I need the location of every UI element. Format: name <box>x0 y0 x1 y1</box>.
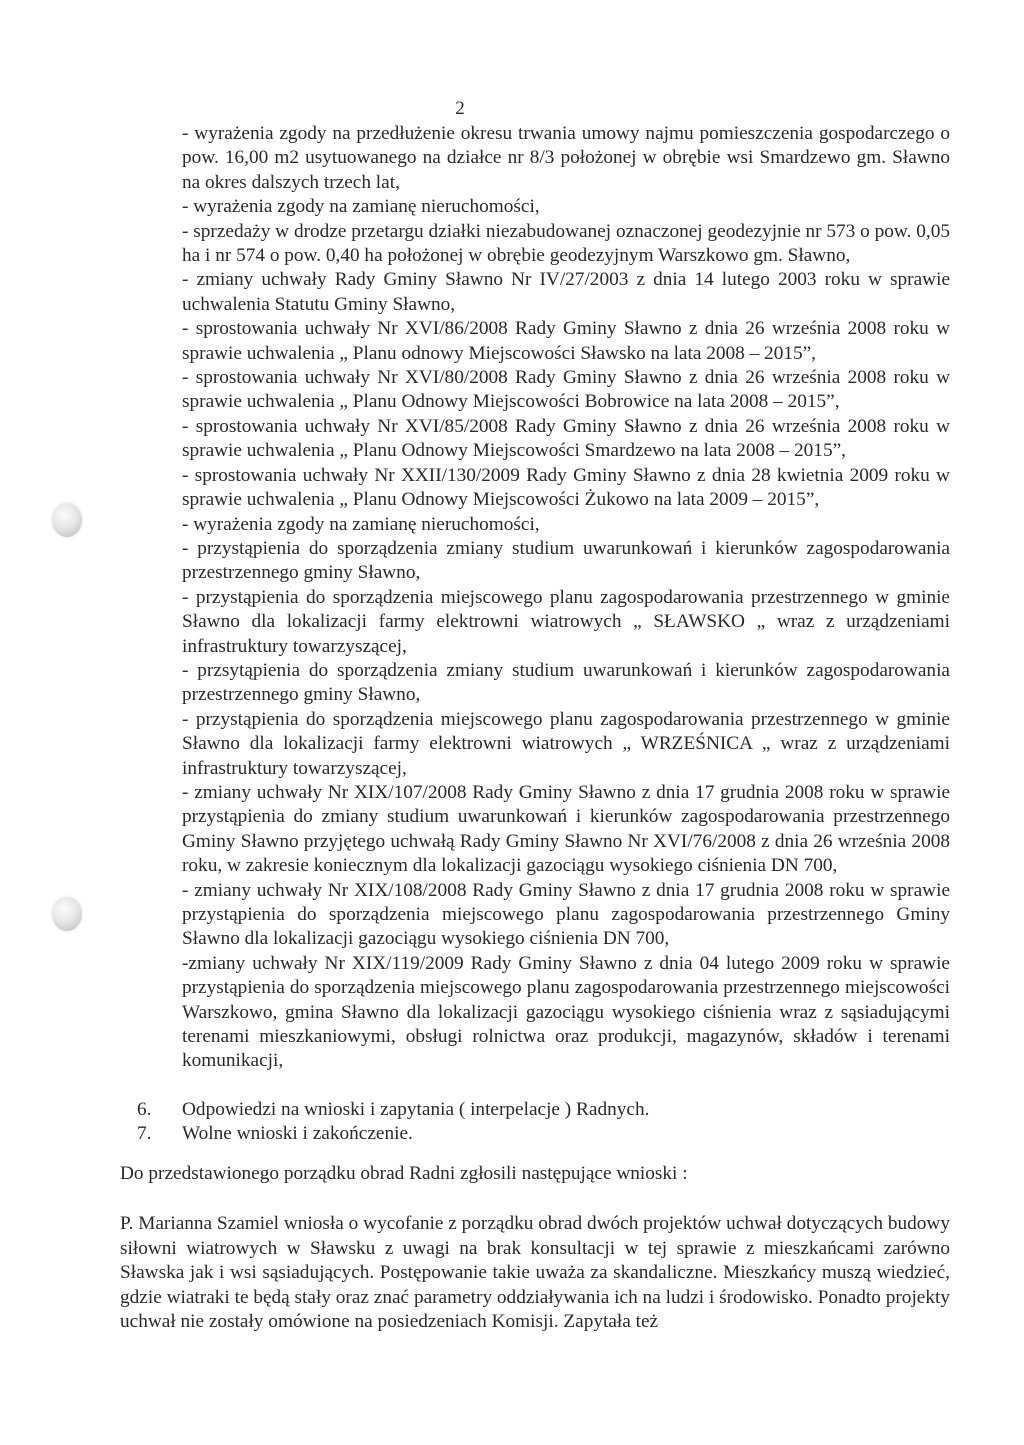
agenda-subitem: - przsytąpienia do sporządzenia zmiany studium uwarunkowań i kierunków zagospodarowania przestrzennego gminy Sławno, <box>182 659 950 706</box>
agenda-subitem: - sprzedaży w drodze przetargu działki niezabudowanej oznaczonej geodezyjnie nr 573 o pow. 0,05 ha i nr 574 o pow. 0,40 ha położonej w obrębie geodezyjnym Warszkowo gm. Sławno, <box>182 220 950 267</box>
agenda-subitem: - przystąpienia do sporządzenia zmiany studium uwarunkowań i kierunków zagospodarowania przestrzennego gminy Sławno, <box>182 537 950 584</box>
agenda-subitem: - przystąpienia do sporządzenia miejscowego planu zagospodarowania przestrzennego w gminie Sławno dla lokalizacji farmy elektrowni wiatrowych „ WRZEŚNICA „ wraz z urządzeniami infrastruktury towarzyszącej, <box>182 708 950 779</box>
agenda-subitem: - zmiany uchwały Nr XIX/108/2008 Rady Gminy Sławno z dnia 17 grudnia 2008 roku w sprawie przystąpienia do sporządzenia miejscowego planu zagospodarowania przestrzennego Gminy Sławno dla lokalizacji gazociągu wysokiego ciśnienia DN 700, <box>182 879 950 950</box>
agenda-subitem: - sprostowania uchwały Nr XVI/86/2008 Rady Gminy Sławno z dnia 26 września 2008 roku w sprawie uchwalenia „ Planu odnowy Miejscowości Sławsko na lata 2008 – 2015”, <box>182 318 950 364</box>
statement-paragraph <box>120 1212 950 1335</box>
numbered-item-7 <box>137 1122 950 1146</box>
item-number: 7. <box>137 1123 152 1144</box>
agenda-subitems <box>182 122 950 1074</box>
intro-line: Do przedstawionego porządku obrad Radni zgłosili następujące wnioski : <box>120 1163 688 1184</box>
agenda-subitem: - wyrażenia zgody na zamianę nieruchomości, <box>182 513 540 535</box>
agenda-subitem: - sprostowania uchwały Nr XVI/85/2008 Rady Gminy Sławno z dnia 26 września 2008 roku w sprawie uchwalenia „ Planu Odnowy Miejscowości Smardzewo na lata 2008 – 2015”, <box>182 415 950 462</box>
item-number: 6. <box>137 1099 152 1120</box>
punch-hole <box>52 897 82 931</box>
page-number: 2 <box>455 98 465 119</box>
agenda-subitem: -zmiany uchwały Nr XIX/119/2009 Rady Gminy Sławno z dnia 04 lutego 2009 roku w sprawie przystąpienia do sporządzenia miejscowego planu zagospodarowania przestrzennego miejscowości Warszkowo, gmina Sławno dla lokalizacji gazociągu wysokiego ciśnienia wraz z sąsiadującymi terenami mieszkaniowymi, obsługi rolnictwa oraz produkcji, magazynów, składów i terenami komunikacji, <box>182 952 950 1072</box>
punch-hole <box>52 503 82 537</box>
item-text: Odpowiedzi na wnioski i zapytania ( interpelacje ) Radnych. <box>182 1099 650 1120</box>
numbered-item-6 <box>137 1098 950 1122</box>
agenda-subitem: - przystąpienia do sporządzenia miejscowego planu zagospodarowania przestrzennego w gminie Sławno dla lokalizacji farmy elektrowni wiatrowych „ SŁAWSKO „ wraz z urządzeniami infrastruktury towarzyszącej, <box>182 586 950 657</box>
agenda-subitem: - zmiany uchwały Rady Gminy Sławno Nr IV/27/2003 z dnia 14 lutego 2003 roku w sprawie uchwalenia Statutu Gminy Sławno, <box>182 269 950 315</box>
item-text: Wolne wnioski i zakończenie. <box>182 1123 413 1144</box>
agenda-subitem: - wyrażenia zgody na przedłużenie okresu trwania umowy najmu pomieszczenia gospodarczego o pow. 16,00 m2 usytuowanego na działce nr 8/3 położonej w obrębie wsi Smardzewo gm. Sławno na okres dalszych trzech lat, <box>182 123 950 193</box>
agenda-subitem: - zmiany uchwały Nr XIX/107/2008 Rady Gminy Sławno z dnia 17 grudnia 2008 roku w sprawie przystąpienia do zmiany studium uwarunkowań i kierunków zagospodarowania przestrzennego Gminy Sławno przyjętego uchwałą Rady Gminy Sławno Nr XVI/76/2008 z dnia 26 września 2008 roku, w zakresie koniecznym dla lokalizacji gazociągu wysokiego ciśnienia DN 700, <box>182 781 950 877</box>
agenda-subitem: - wyrażenia zgody na zamianę nieruchomości, <box>182 196 540 218</box>
agenda-subitem: - sprostowania uchwały Nr XXII/130/2009 Rady Gminy Sławno z dnia 28 kwietnia 2009 roku w sprawie uchwalenia „ Planu Odnowy Miejscowości Żukowo na lata 2009 – 2015”, <box>182 464 950 511</box>
statement-text: P. Marianna Szamiel wniosła o wycofanie z porządku obrad dwóch projektów uchwał dotyczących budowy siłowni wiatrowych w Sławsku z uwagi na brak konsultacji w tej sprawie z mieszkańcami zarówno Sławska jak i wsi sąsiadujących. Postępowanie takie uważa za skandaliczne. Mieszkańcy muszą wiedzieć, gdzie wiatraki te będą stały oraz znać parametry oddziaływania ich na ludzi i środowisko. Ponadto projekty uchwał nie zostały omówione na posiedzeniach Komisji. Zapytała też <box>120 1213 950 1333</box>
agenda-subitem: - sprostowania uchwały Nr XVI/80/2008 Rady Gminy Sławno z dnia 26 września 2008 roku w sprawie uchwalenia „ Planu Odnowy Miejscowości Bobrowice na lata 2008 – 2015”, <box>182 367 950 413</box>
